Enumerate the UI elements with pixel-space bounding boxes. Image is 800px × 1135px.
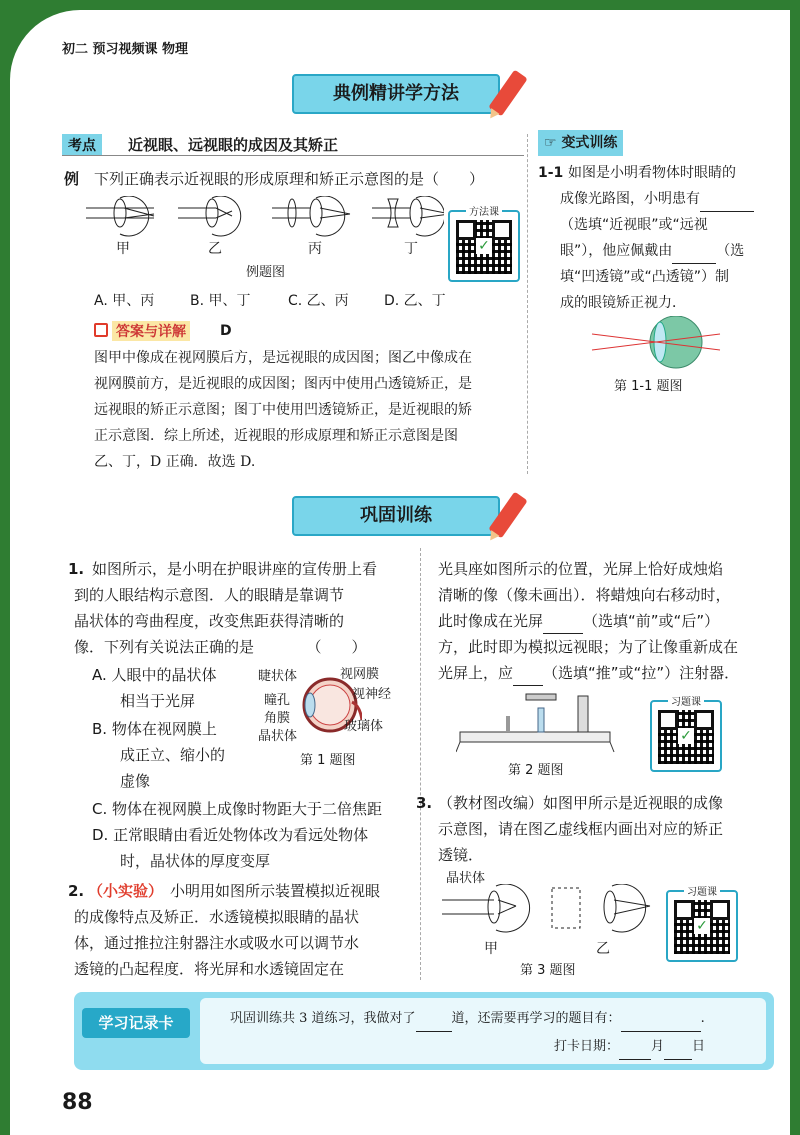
fig-caption: 例题图 xyxy=(246,265,286,280)
q1-number: 1. xyxy=(68,560,85,578)
eye-label: 睫状体 xyxy=(258,669,298,684)
q2-line: 光屏上，应 （选填“推”或“拉”）注射器． xyxy=(438,660,739,686)
q3-number: 3. xyxy=(416,794,433,812)
qr-label: 习题课 xyxy=(684,883,720,898)
q2-tag: （小实验） xyxy=(88,882,164,900)
banner-practice: 巩固训练 xyxy=(292,496,500,536)
breadcrumb: 初二 预习视频课 物理 xyxy=(62,42,189,57)
variant-line: 成的眼镜矫正视力． xyxy=(560,295,686,311)
variant-line: 填“凹透镜”或“凸透镜”）制 xyxy=(560,269,730,285)
fig-label-bing: 丙 xyxy=(308,241,322,257)
q1-caption: 第 1 题图 xyxy=(300,753,356,768)
hand-icon: ☞ xyxy=(544,135,557,151)
answer-icon xyxy=(94,323,108,337)
q1-line: 像．下列有关说法正确的是 （ ） xyxy=(74,638,367,656)
q1-option-a: A. 人眼中的晶状体 xyxy=(92,666,217,684)
eye-diagram-jia xyxy=(86,196,154,236)
kaodian-title: 近视眼、远视眼的成因及其矫正 xyxy=(128,136,339,154)
variant-figure xyxy=(590,316,740,372)
eye-label: 玻璃体 xyxy=(344,719,384,734)
q1-option-c: C. 物体在视网膜上成像时物距大于二倍焦距 xyxy=(92,800,383,818)
kaodian-tag: 考点 xyxy=(62,134,102,156)
divider xyxy=(62,155,524,156)
q2-caption: 第 2 题图 xyxy=(508,763,564,778)
eye-label: 视神经 xyxy=(352,687,392,702)
explanation-line: 正示意图．综上所述，近视眼的形成原理和矫正示意图是图 xyxy=(94,428,458,444)
qr-code[interactable] xyxy=(650,697,722,772)
q1-option-b: 虚像 xyxy=(120,772,151,790)
q2-line: 方，此时即为模拟远视眼；为了让像重新成在 xyxy=(438,638,739,656)
q2-line: 此时像成在光屏 （选填“前”或“后”） xyxy=(438,608,719,634)
q1-option-d: 时，晶状体的厚度变厚 xyxy=(120,852,271,870)
optical-bench-figure xyxy=(456,690,616,754)
q3-line: 透镜． xyxy=(438,846,484,864)
explanation-line: 图甲中像成在视网膜后方，是远视眼的成因图；图乙中像成在 xyxy=(94,350,472,366)
eye-label: 视网膜 xyxy=(340,667,380,682)
q1-option-d: D. 正常眼睛由看近处物体改为看远处物体 xyxy=(92,826,369,844)
record-card xyxy=(74,992,774,1070)
check-icon: ✓ xyxy=(476,238,492,254)
record-line1: 巩固训练共 3 道练习，我做对了 道，还需要再学习的题目有： . xyxy=(230,1006,705,1032)
option-b: B. 甲、丁 xyxy=(190,293,251,309)
eye-label: 晶状体 xyxy=(258,729,298,744)
column-divider xyxy=(420,548,421,980)
q1-line: 如图所示，是小明在护眼讲座的宣传册上看 xyxy=(92,560,378,578)
eye-diagram-ding xyxy=(372,196,444,236)
example-question: 下列正确表示近视眼的形成原理和矫正示意图的是（ ） xyxy=(94,170,485,188)
q1-option-a: 相当于光屏 xyxy=(120,692,196,710)
variant-line: 眼”），他应佩戴由 （选 xyxy=(560,238,744,264)
q3-line: （教材图改编）如图甲所示是近视眼的成像 xyxy=(438,794,724,812)
q3-caption: 第 3 题图 xyxy=(520,963,576,978)
answer-value: D xyxy=(220,323,232,339)
q1-option-b: 成正立、缩小的 xyxy=(120,746,226,764)
eye-diagram-bing xyxy=(272,196,350,236)
qr-label: 习题课 xyxy=(668,693,704,708)
fig-label-yi: 乙 xyxy=(208,241,222,257)
option-d: D. 乙、丁 xyxy=(384,293,446,309)
banner-example: 典例精讲学方法 xyxy=(292,74,500,114)
q1-option-b: B. 物体在视网膜上 xyxy=(92,720,217,738)
qr-code[interactable] xyxy=(666,887,738,962)
q2-line: 光具座如图所示的位置，光屏上恰好成烛焰 xyxy=(438,560,724,578)
qr-label: 方法课 xyxy=(466,203,502,218)
example-prefix: 例 xyxy=(64,170,80,188)
q2-line: 的成像特点及矫正．水透镜模拟眼睛的晶状 xyxy=(74,908,360,926)
option-c: C. 乙、丙 xyxy=(288,293,349,309)
answer-label: 答案与详解 xyxy=(112,321,190,341)
q2-line: 透镜的凸起程度．将光屏和水透镜固定在 xyxy=(74,960,345,978)
check-icon: ✓ xyxy=(694,918,710,934)
explanation-line: 远视眼的矫正示意图；图丁中使用凹透镜矫正，是近视眼的矫 xyxy=(94,402,472,418)
explanation-line: 乙、丁，D 正确．故选 D. xyxy=(94,454,256,470)
q1-line: 到的人眼结构示意图．人的眼睛是靠调节 xyxy=(74,586,345,604)
q2-line: 小明用如图所示装置模拟近视眼 xyxy=(170,882,381,900)
record-line2: 打卡日期： 月 日 xyxy=(554,1034,705,1060)
q3-fig-label: 晶状体 xyxy=(446,871,486,886)
explanation-line: 视网膜前方，是近视眼的成因图；图丙中使用凸透镜矫正，是 xyxy=(94,376,472,392)
variant-line: 如图是小明看物体时眼睛的 xyxy=(568,165,736,181)
q3-label-yi: 乙 xyxy=(596,941,610,957)
q1-line: 晶状体的弯曲程度，改变焦距获得清晰的 xyxy=(74,612,345,630)
eye-label: 瞳孔 xyxy=(264,693,291,708)
q2-line: 清晰的像（像未画出）．将蜡烛向右移动时， xyxy=(438,586,731,604)
fig-label-jia: 甲 xyxy=(116,241,130,257)
column-divider xyxy=(527,134,528,474)
eye-label: 角膜 xyxy=(264,711,291,726)
variant-line: （选填“近视眼”或“远视 xyxy=(560,217,708,233)
q2-number: 2. xyxy=(68,882,85,900)
q3-line: 示意图，请在图乙虚线框内画出对应的矫正 xyxy=(438,820,724,838)
q2-line: 体，通过推拉注射器注水或吸水可以调节水 xyxy=(74,934,360,952)
record-tag: 学习记录卡 xyxy=(82,1008,190,1038)
variant-line: 成像光路图，小明患有 xyxy=(560,186,754,212)
variant-label: ☞ 变式训练 xyxy=(538,130,623,156)
option-a: A. 甲、丙 xyxy=(94,293,155,309)
page-number: 88 xyxy=(62,1090,93,1115)
variant-number: 1-1 xyxy=(538,165,564,181)
q3-label-jia: 甲 xyxy=(484,941,498,957)
q3-figure xyxy=(440,884,660,936)
variant-caption: 第 1-1 题图 xyxy=(614,379,683,394)
qr-code[interactable] xyxy=(448,207,520,282)
check-icon: ✓ xyxy=(678,728,694,744)
eye-diagram-yi xyxy=(178,196,241,236)
fig-label-ding: 丁 xyxy=(404,241,418,257)
